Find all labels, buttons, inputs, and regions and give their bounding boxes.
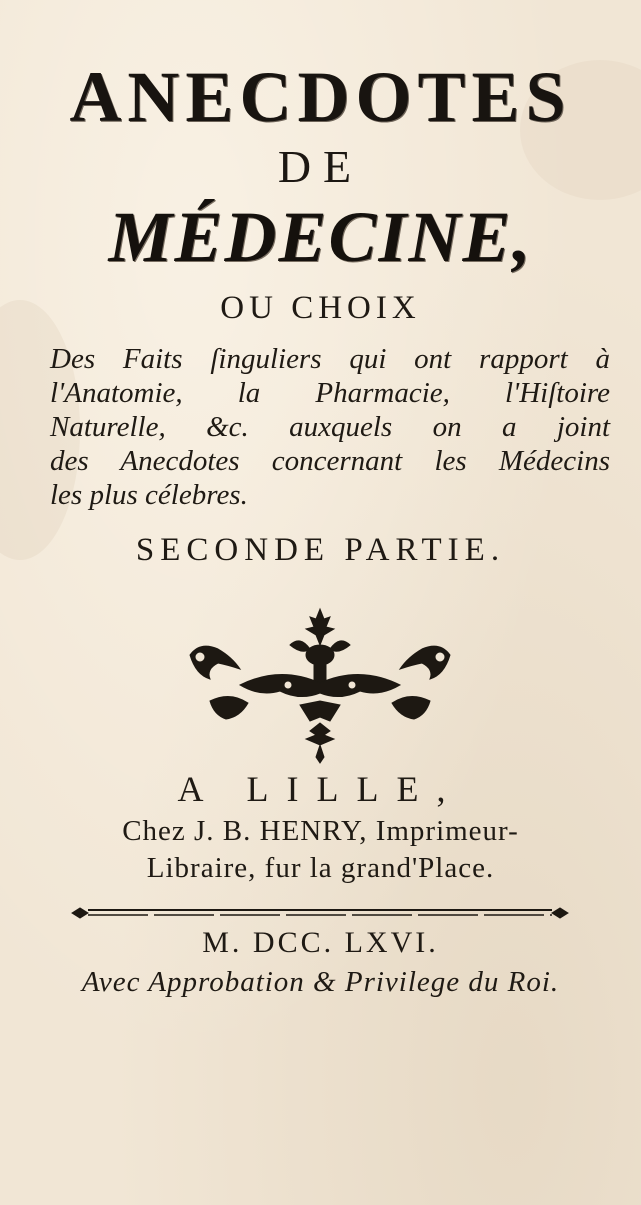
decorative-rule-icon (70, 906, 570, 920)
imprint-printer-address: Libraire, fur la grand'Place. (146, 852, 495, 884)
subtitle-line: l'Anatomie, la Pharmacie, l'Hiſtoire (50, 377, 610, 409)
royal-privilege: Avec Approbation & Privilege du Roi. (81, 966, 560, 998)
printer-ornament-icon (170, 605, 470, 765)
subtitle-block (50, 342, 610, 512)
book-title: ANECDOTES (69, 57, 572, 137)
title-alternative: OU CHOIX (220, 290, 421, 326)
imprint-printer: Chez J. B. HENRY, Imprimeur- (122, 815, 519, 847)
subtitle-line: Naturelle, &c. auxquels on a joint (50, 411, 610, 443)
subtitle-line: des Anecdotes concernant les Médecins (50, 445, 610, 477)
subtitle-line: les plus célebres. (50, 479, 248, 511)
publication-date: M. DCC. LXVI. (202, 926, 439, 959)
title-connector: DE (277, 141, 364, 192)
book-title-subject: MÉDECINE, (108, 197, 533, 277)
volume-part: SECONDE PARTIE. (135, 532, 506, 568)
subtitle-line: Des Faits ſinguliers qui ont rapport à (50, 343, 610, 375)
imprint-place: A LILLE, (177, 769, 464, 809)
